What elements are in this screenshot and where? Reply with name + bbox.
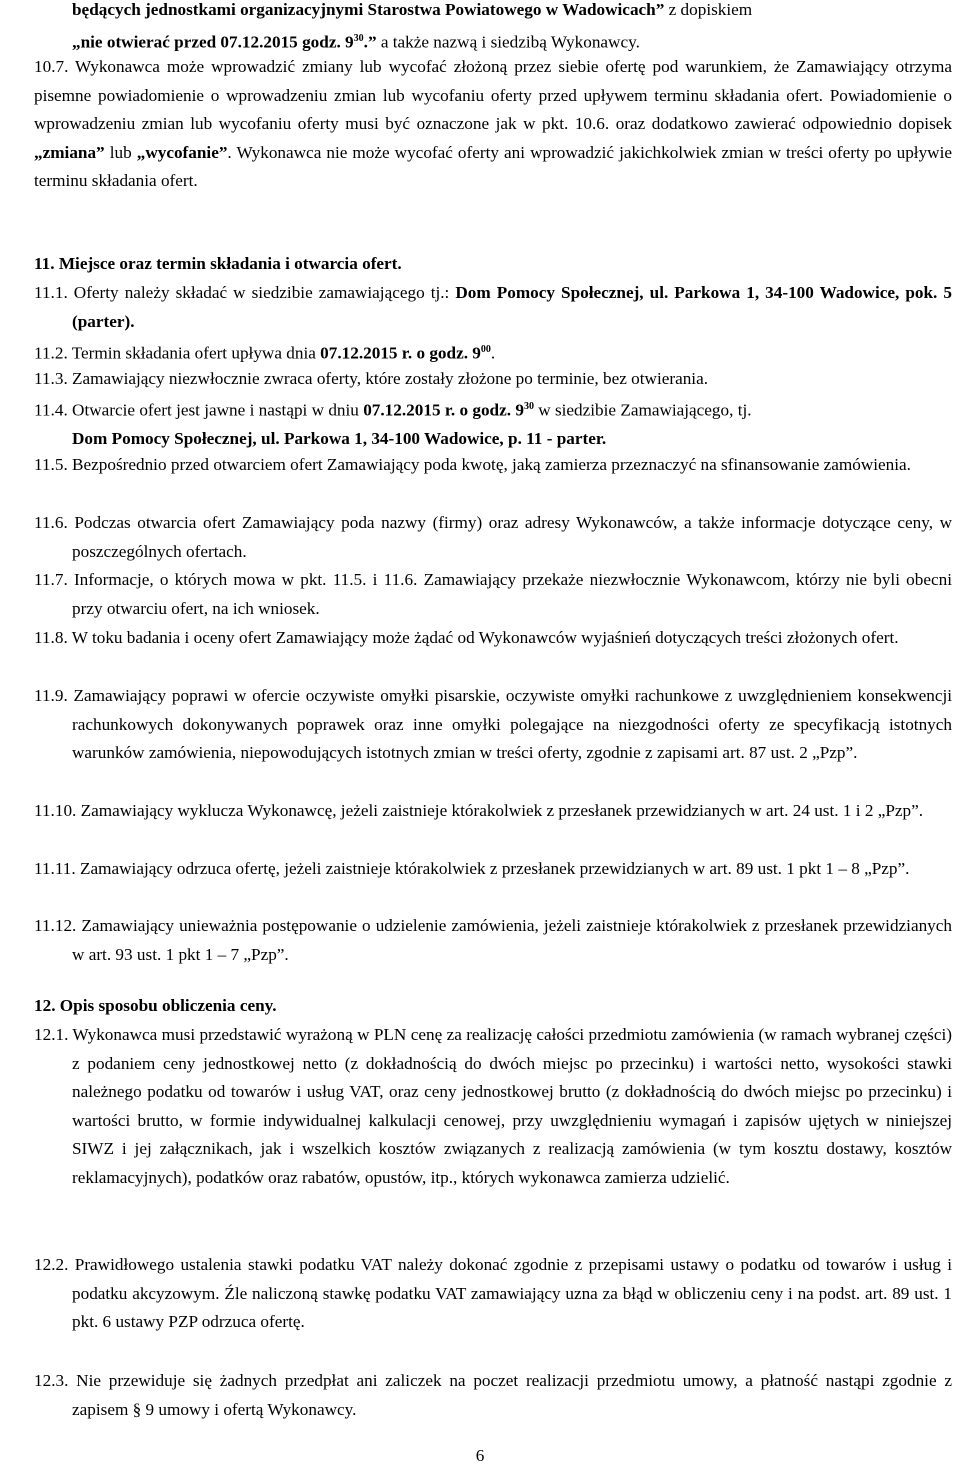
item-11-2: 11.2. Termin składania ofert upływa dnia 07.12.2015 r. o godz. $9^{00}$. <box>34 343 496 363</box>
item-12-3: 12.3. Nie przewiduje się żadnych przedpłat ani zaliczek na poczet realizacji przedmiotu umowy, a płatność nastąpi zgodnie z zapisem § 9 umowy i ofertą Wykonawcy. <box>34 1371 952 1419</box>
item-11-10: 11.10. Zamawiający wyklucza Wykonawcę, jeżeli zaistnieje którakolwiek z przesłanek przewidzianych w art. 24 ust. 1 i 2 „Pzp”. <box>34 801 924 820</box>
item-number: 10.7. <box>34 57 69 76</box>
section-11-heading: 11. Miejsce oraz termin składania i otwarcia ofert. <box>34 254 402 273</box>
item-11-9: 11.9. Zamawiający poprawi w ofercie oczywiste omyłki pisarskie, oczywiste omyłki rachunkowe z uwzględnieniem konsekwencji rachunkowych dokonywanych poprawek oraz inne omyłki polegające na niezgodności oferty ze specyfikacją istotnych warunków zamówienia, niepowodujących istotnych zmian w treści oferty, zgodnie z zapisami art. 87 ust. 2 „Pzp”. <box>34 686 952 763</box>
item-12-2: 12.2. Prawidłowego ustalenia stawki podatku VAT należy dokonać zgodnie z przepisami ustawy o podatku od towarów i usług i podatku akcyzowym. Źle naliczoną stawkę podatku VAT zamawiający uzna za błąd w obliczeniu ceny i na podst. art. 89 ust. 1 pkt. 6 ustawy PZP odrzuca ofertę. <box>34 1255 952 1332</box>
address-continuation: będących jednostkami organizacyjnymi Starostwa Powiatowego w Wadowicach” z dopiskiem „nie otwierać przed 07.12.2015 godz. $9^{30}$.” a także nazwą i siedzibą Wykonawcy. <box>72 0 753 52</box>
item-11-6: 11.6. Podczas otwarcia ofert Zamawiający poda nazwy (firmy) oraz adresy Wykonawców, a także informacje dotyczące ceny, w poszczególnych ofertach. <box>34 513 952 561</box>
item-11-12: 11.12. Zamawiający unieważnia postępowanie o udzielenie zamówienia, jeżeli zaistnieje którakolwiek z przesłanek przewidzianych w art. 93 ust. 1 pkt 1 – 7 „Pzp”. <box>34 916 952 964</box>
item-11-3: 11.3. Zamawiający niezwłocznie zwraca oferty, które zostały złożone po terminie, bez otwierania. <box>34 369 708 388</box>
section-12-heading: 12. Opis sposobu obliczenia ceny. <box>34 996 277 1015</box>
item-11-5: 11.5. Bezpośrednio przed otwarciem ofert Zamawiający poda kwotę, jaką zamierza przeznaczyć na sfinansowanie zamówienia. <box>34 455 911 474</box>
item-11-8: 11.8. W toku badania i oceny ofert Zamawiający może żądać od Wykonawców wyjaśnień dotyczących treści złożonych ofert. <box>34 628 899 647</box>
address-bold: będących jednostkami organizacyjnymi Starostwa Powiatowego w Wadowicach” <box>72 0 665 19</box>
paragraph-10-7: 10.7. Wykonawca może wprowadzić zmiany lub wycofać złożoną przez siebie ofertę pod warunkiem, że Zamawiający otrzyma pisemne powiadomienie o wprowadzeniu zmian lub wycofaniu oferty przed upływem terminu składania ofert. Powiadomienie o wprowadzeniu zmian lub wycofaniu oferty musi być oznaczone jak w pkt. 10.6. oraz dodatkowo zawierać odpowiednio dopisek „zmiana” lub „wycofanie”. Wykonawca nie może wycofać oferty ani wprowadzić jakichkolwiek zmian w treści oferty po upływie terminu składania ofert. <box>34 57 952 191</box>
item-11-1: 11.1. Oferty należy składać w siedzibie zamawiającego tj.: Dom Pomocy Społecznej, ul. Parkowa 1, 34-100 Wadowice, pok. 5 (parter). <box>34 283 952 331</box>
item-11-4: 11.4. Otwarcie ofert jest jawne i nastąpi w dniu 07.12.2015 r. o godz. $9^{30}$ w siedzibie Zamawiającego, tj. Dom Pomocy Społecznej, ul. Parkowa 1, 34-100 Wadowice, p. 11 - parter. <box>34 400 752 449</box>
page-number: 6 <box>475 1446 485 1465</box>
item-11-7: 11.7. Informacje, o których mowa w pkt. 11.5. i 11.6. Zamawiający przekaże niezwłocznie Wykonawcom, którzy nie byli obecni przy otwarciu ofert, na ich wniosek. <box>34 570 952 618</box>
item-12-1: 12.1. Wykonawca musi przedstawić wyrażoną w PLN cenę za realizację całości przedmiotu zamówienia (w ramach wybranej części) z podaniem ceny jednostkowej netto (z dokładnością do dwóch miejsc po przecinku) i wartości netto, wysokości stawki należnego podatku od towarów i usług VAT, oraz ceny jednostkowej brutto (z dokładnością do dwóch miejsc po przecinku) i wartości brutto, w formie indywidualnej kalkulacji cenowej, przy uwzględnieniu wymagań i zapisów ujętych w niniejszej SIWZ i jej załącznikach, jak i wszelkich kosztów związanych z realizacją zamówienia (w tym kosztu dostawy, kosztów reklamacyjnych), podatków oraz rabatów, opustów, itp., których wykonawca zamierza udzielić. <box>34 1025 952 1187</box>
item-11-11: 11.11. Zamawiający odrzuca ofertę, jeżeli zaistnieje którakolwiek z przesłanek przewidzianych w art. 89 ust. 1 pkt 1 – 8 „Pzp”. <box>34 859 910 878</box>
